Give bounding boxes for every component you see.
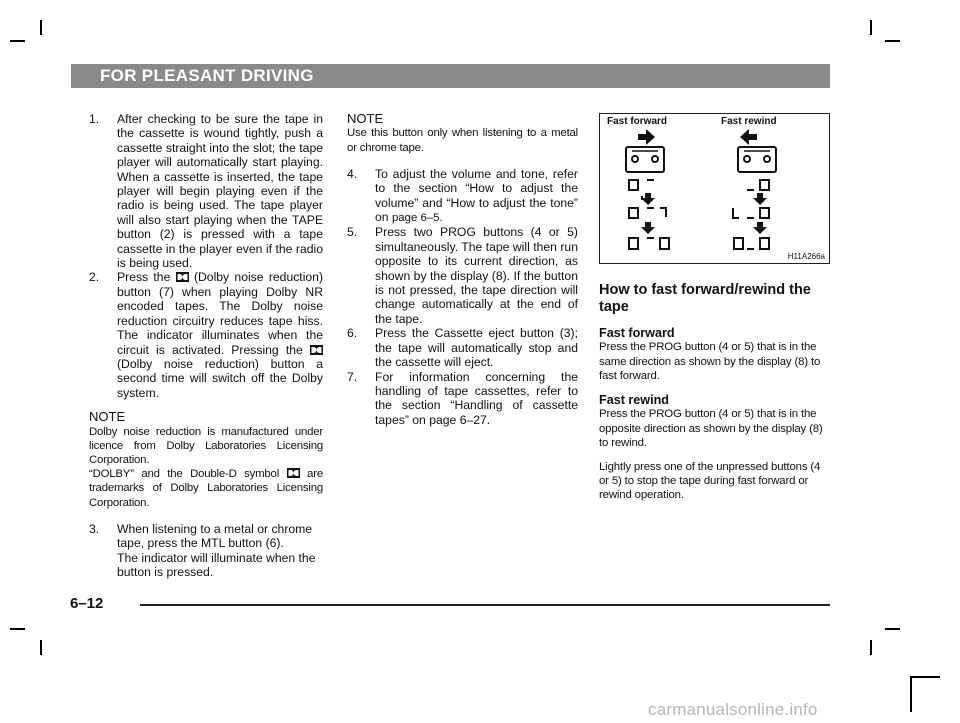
column-left xyxy=(89,112,323,579)
item-text xyxy=(117,270,323,400)
text-fragment: To adjust the volume and tone, refer to the section “How to adjust the volume” and “How to adjust the tone” on xyxy=(375,166,578,225)
item-text: Press two PROG buttons (4 or 5) simultaneously. The tape will then run opposite to its current direction, as shown by the display (8). If the button is not pressed, the tape direction will change automatically at the end of the tape. xyxy=(375,225,578,326)
paragraph: Press the PROG button (4 or 5) that is in the same direction as shown by the display (8) to fast forward. xyxy=(599,341,821,382)
item-number: 2. xyxy=(89,270,100,285)
text-fragment: are trademarks of Dolby Laboratories Licensing Corporation. xyxy=(89,468,323,509)
item-text: Press the Cassette eject button (3); the tape will automatically stop and the cassette will eject. xyxy=(375,326,578,370)
page-number: 6–12 xyxy=(70,595,104,612)
column-right xyxy=(599,282,831,503)
list-item xyxy=(347,167,578,226)
note-label: NOTE xyxy=(89,409,126,425)
list-item xyxy=(347,370,578,428)
item-number: 6. xyxy=(347,326,358,341)
item-number: 3. xyxy=(89,521,100,536)
item-text xyxy=(375,167,578,226)
crop-mark xyxy=(10,628,25,630)
subheading-fast-forward: Fast forward xyxy=(599,326,675,340)
figure-code: H11A266a xyxy=(787,252,825,261)
paragraph: Press the PROG button (4 or 5) that is in the opposite direction as shown by the display (8) to rewind. xyxy=(599,408,823,449)
dolby-double-d-icon xyxy=(176,272,189,282)
footer-rule xyxy=(140,604,830,606)
page-reference: page 6–5. xyxy=(391,212,443,225)
arrow-down-icon xyxy=(641,193,655,234)
cassette-icon xyxy=(626,147,664,172)
text-fragment: Press the xyxy=(117,270,171,285)
display-segments-icon xyxy=(733,180,769,249)
crop-mark xyxy=(910,676,912,712)
note-text xyxy=(89,467,323,510)
tape-direction-figure xyxy=(599,113,830,264)
section-heading: How to fast forward/rewind the tape xyxy=(599,282,811,315)
list-item xyxy=(89,522,323,551)
watermark: carmanualsonline.info xyxy=(648,700,818,719)
list-item xyxy=(347,225,578,326)
note-text: Dolby noise reduction is manufactured under licence from Dolby Laboratories Licensing Corporation. xyxy=(89,425,323,466)
item-text: When listening to a metal or chrome tape, press the MTL button (6). xyxy=(117,521,313,551)
display-segments-icon xyxy=(629,180,669,249)
crop-mark xyxy=(870,640,872,655)
dolby-double-d-icon xyxy=(287,468,300,478)
note-label: NOTE xyxy=(347,111,384,126)
item-continuation: The indicator will illuminate when the button is pressed. xyxy=(117,550,316,579)
item-number: 4. xyxy=(347,166,358,181)
item-text: For information concerning the handling of tape cassettes, refer to the section “Handling of cassette tapes” on page 6–27. xyxy=(375,369,578,427)
crop-mark xyxy=(40,20,42,35)
column-middle xyxy=(347,112,578,427)
crop-mark xyxy=(870,20,872,35)
crop-mark xyxy=(910,676,940,678)
item-number: 7. xyxy=(347,369,358,384)
item-number: 1. xyxy=(89,112,100,126)
text-fragment: (Dolby noise reduction) button a second time will switch off the Dolby system. xyxy=(117,356,323,400)
subheading-fast-rewind: Fast rewind xyxy=(599,393,669,408)
note-text: Use this button only when listening to a metal or chrome tape. xyxy=(347,127,578,154)
list-item xyxy=(89,112,323,270)
figure-label-fast-forward: Fast forward xyxy=(607,116,668,127)
crop-mark xyxy=(40,640,42,655)
dolby-double-d-icon xyxy=(310,345,323,355)
arrow-right-icon xyxy=(638,129,655,145)
crop-mark xyxy=(885,40,900,42)
list-item xyxy=(89,270,323,400)
text-fragment: (Dolby noise reduction) button (7) when playing Dolby NR encoded tapes. The Dolby noise reduction circuitry reduces tape hiss. The indicator illuminates when the circuit is activated. Pressing the xyxy=(117,270,324,357)
section-title: FOR PLEASANT DRIVING xyxy=(100,66,314,85)
item-text: After checking to be sure the tape in the cassette is wound tightly, push a cassette straight into the slot; the tape player will automatically start playing. When a cassette is inserted, the tape player will begin playing even if the radio is being used. The tape player will also start playing when the TAPE button (2) is pressed with a tape cassette in the player even if the radio is being used. xyxy=(117,112,323,271)
cassette-icon xyxy=(738,147,776,172)
figure-drawing xyxy=(600,114,829,263)
paragraph: Lightly press one of the unpressed buttons (4 or 5) to stop the tape during fast forward or rewind operation. xyxy=(599,461,821,502)
crop-mark xyxy=(885,628,900,630)
text-fragment: “DOLBY” and the Double-D symbol xyxy=(89,468,280,481)
arrow-left-icon xyxy=(740,129,757,145)
crop-mark xyxy=(10,40,25,42)
item-number: 5. xyxy=(347,225,358,240)
list-item xyxy=(347,326,578,369)
figure-label-fast-rewind: Fast rewind xyxy=(721,116,777,127)
